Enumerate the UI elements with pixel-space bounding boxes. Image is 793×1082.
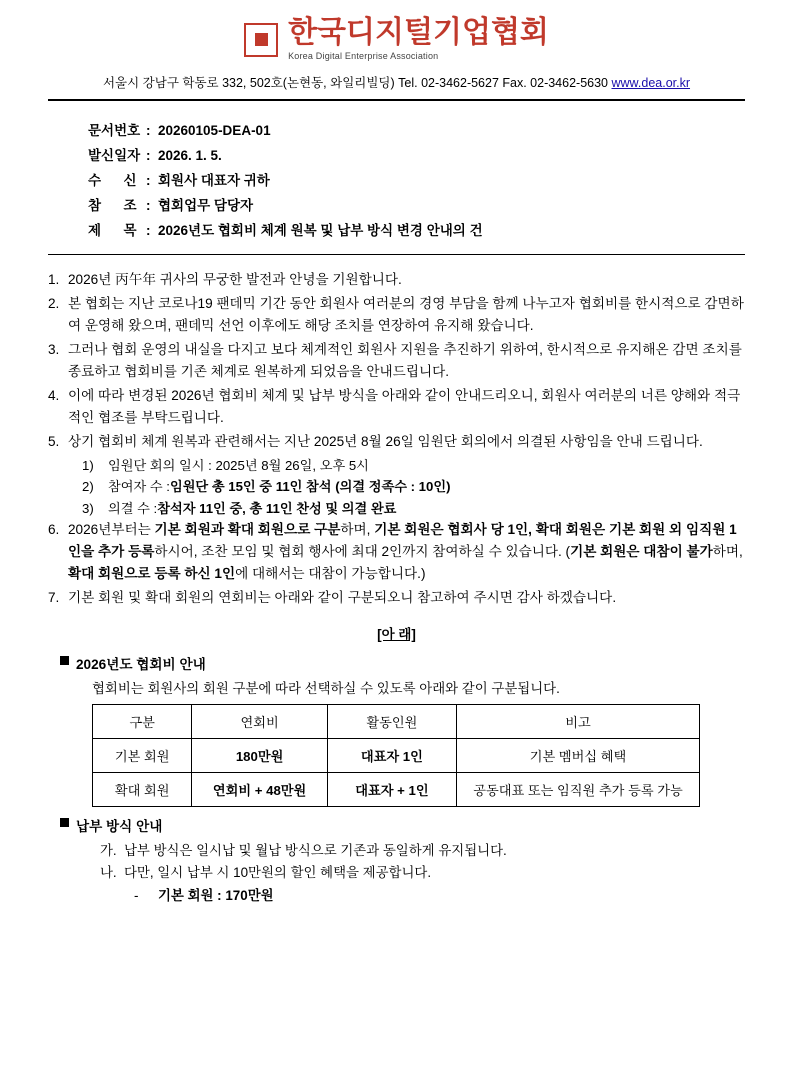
date-value: 2026. 1. 5. — [158, 147, 222, 163]
payment-line-mark: - — [134, 887, 139, 903]
date-label: 발신일자 — [88, 147, 141, 163]
payment-line-mark: 가. — [100, 843, 117, 859]
body-sub-item-number: 1) — [82, 457, 94, 473]
logo-english-name: Korea Digital Enterprise Association — [288, 51, 439, 61]
letterhead — [48, 0, 745, 101]
body-sub-item — [82, 476, 745, 497]
body-item-number: 5. — [48, 433, 60, 449]
payment-section-heading — [48, 815, 745, 835]
body-sub-item — [82, 455, 745, 476]
fee-section-heading — [48, 653, 745, 673]
item6-seg8: 확대 회원으로 등록 하신 1인 — [68, 566, 236, 582]
body-item-number: 1. — [48, 271, 60, 287]
table-cell-fee: 180만원 — [192, 739, 327, 773]
item6-seg9: 에 대해서는 대참이 가능합니다.) — [235, 566, 426, 582]
body-item — [48, 385, 745, 429]
body-sub-item-text: 참여자 수 : — [108, 479, 170, 495]
table-row — [93, 773, 700, 807]
payment-line — [48, 862, 745, 884]
body-item-text: 상기 협회비 체계 원복과 관련해서는 지난 2025년 8월 26일 임원단 회의에서 의결된 사항임을 안내 드립니다. — [68, 433, 703, 449]
payment-line-text: 다만, 일시 납부 시 10만원의 할인 혜택을 제공합니다. — [124, 865, 432, 881]
table-header-cell: 구분 — [93, 705, 192, 739]
table-header-row — [93, 705, 700, 739]
item6-seg2: 기본 회원과 확대 회원으로 구분 — [154, 522, 341, 538]
payment-section-heading-text: 납부 방식 안내 — [76, 819, 163, 835]
table-cell-members: 대표자 + 1인 — [327, 773, 456, 807]
table-cell-category: 확대 회원 — [93, 773, 192, 807]
meta-row-subject — [88, 219, 745, 244]
document-body — [48, 269, 745, 609]
body-sub-item-emphasis: 참석자 11인 중, 총 11인 찬성 및 의결 완료 — [157, 500, 397, 516]
body-item-number: 7. — [48, 590, 60, 606]
fee-section-description: 협회비는 회원사의 회원 구분에 따라 선택하실 수 있도록 아래와 같이 구분됩니다. — [92, 681, 560, 697]
payment-line-text: 기본 회원 : 170만원 — [158, 887, 274, 903]
recipient-value: 회원사 대표자 귀하 — [158, 172, 270, 188]
subject-value: 2026년도 협회비 체계 원복 및 납부 방식 변경 안내의 건 — [158, 222, 483, 238]
doc-no-label: 문서번호 — [88, 123, 141, 138]
table-cell-members: 대표자 1인 — [327, 739, 456, 773]
table-row — [93, 739, 700, 773]
table-header-cell: 연회비 — [192, 705, 327, 739]
cc-colon: : — [146, 197, 151, 213]
table-cell-fee: 연회비 + 48만원 — [192, 773, 327, 807]
body-sub-item-number: 3) — [82, 500, 94, 516]
body-item-text: 2026년 丙午年 귀사의 무궁한 발전과 안녕을 기원합니다. — [68, 271, 402, 287]
date-colon: : — [146, 147, 151, 163]
item6-seg3: 하며, — [340, 522, 375, 538]
fee-section-heading-text: 2026년도 협회비 안내 — [76, 657, 206, 673]
body-item — [48, 269, 745, 291]
payment-line — [48, 840, 745, 862]
body-item — [48, 293, 745, 337]
table-cell-category: 기본 회원 — [93, 739, 192, 773]
body-item-number: 4. — [48, 387, 60, 403]
body-item-text: 본 협회는 지난 코로나19 팬데믹 기간 동안 회원사 여러분의 경영 부담을 함께 나누고자 협회비를 한시적으로 감면하여 운영해 왔으며, 팬데믹 선언 이후에도 해당 조치를 연장하여 유지해 왔습니다. — [68, 295, 744, 333]
address-line — [48, 73, 745, 91]
table-header-cell: 비고 — [457, 705, 700, 739]
subject-label: 제 목 — [88, 222, 137, 238]
doc-no-value: 20260105-DEA-01 — [158, 123, 271, 138]
header-rule-bottom — [48, 254, 745, 255]
subject-colon: : — [146, 222, 151, 238]
item6-seg4: 기본 회원은 협회사 당 1인, 확대 회원은 기본 회원 외 임직원 1인을 추가 등록 — [68, 522, 737, 560]
cc-label: 참 조 — [88, 197, 137, 213]
cc-value: 협회업무 담당자 — [158, 197, 254, 213]
square-bullet-icon — [60, 656, 69, 665]
meta-row-cc — [88, 194, 745, 219]
table-cell-note: 기본 멤버십 혜택 — [457, 739, 700, 773]
body-sub-item-number: 2) — [82, 479, 94, 495]
table-cell-note: 공동대표 또는 임직원 추가 등록 가능 — [457, 773, 700, 807]
body-item-7 — [48, 587, 745, 609]
logo-text — [288, 18, 549, 61]
arae-heading: [아 래] — [377, 627, 416, 643]
table-header-cell: 활동인원 — [327, 705, 456, 739]
header-rule-top — [48, 99, 745, 101]
document-meta — [48, 119, 745, 244]
website-link[interactable]: www.dea.or.kr — [611, 76, 691, 90]
body-item-number: 2. — [48, 295, 60, 311]
doc-no-colon: : — [146, 123, 151, 138]
body-item-text: 이에 따라 변경된 2026년 협회비 체계 및 납부 방식을 아래와 같이 안내드리오니, 회원사 여러분의 너른 양해와 적극적인 협조를 부탁드립니다. — [68, 387, 741, 425]
payment-line-text: 납부 방식은 일시납 및 월납 방식으로 기존과 동일하게 유지됩니다. — [124, 843, 507, 859]
logo-korean-name: 한국디지털기업협회 — [288, 16, 549, 49]
body-item-number: 6. — [48, 522, 60, 538]
body-item-text: 기본 회원 및 확대 회원의 연회비는 아래와 같이 구분되오니 참고하여 주시면 감사 하겠습니다. — [68, 590, 617, 606]
body-item — [48, 431, 745, 453]
body-sub-item — [82, 498, 745, 519]
body-sub-item-text: 의결 수 : — [108, 500, 158, 516]
payment-line-mark: 나. — [100, 865, 117, 881]
payment-list — [48, 840, 745, 907]
body-item-number: 3. — [48, 341, 60, 357]
recipient-colon: : — [146, 172, 151, 188]
item6-seg5: 하시어, 조찬 모임 및 협회 행사에 최대 2인까지 참여하실 수 있습니다. ( — [154, 544, 571, 560]
item6-seg1: 2026년부터는 — [68, 522, 155, 538]
body-sub-item-text: 임원단 회의 일시 : 2025년 8월 26일, 오후 5시 — [108, 457, 369, 473]
body-item-text: 그러나 협회 운영의 내실을 다지고 보다 체계적인 회원사 지원을 추진하기 위하여, 한시적으로 유지해온 감면 조치를 종료하고 협회비를 기존 체계로 원복하게 되었음을 안내드립니다. — [68, 341, 742, 379]
body-sub-item-emphasis: 임원단 총 15인 중 11인 참석 (의결 정족수 : 10인) — [169, 479, 451, 495]
meta-row-recipient — [88, 169, 745, 194]
recipient-label: 수 신 — [88, 172, 137, 188]
meta-row-doc-no — [88, 119, 745, 144]
item6-seg7: 하며, — [712, 544, 743, 560]
logo-mark-icon — [244, 23, 278, 57]
association-logo — [48, 18, 745, 61]
square-bullet-icon — [60, 818, 69, 827]
address-text: 서울시 강남구 학동로 332, 502호(논현동, 와일리빌딩) Tel. 02-3462-5627 Fax. 02-3462-5630 — [102, 76, 609, 90]
body-item-6 — [48, 519, 745, 585]
fee-table — [92, 704, 700, 807]
body-item-text — [68, 519, 745, 585]
meta-row-date — [88, 144, 745, 169]
item6-seg6: 기본 회원은 대참이 불가 — [570, 544, 713, 560]
payment-line — [48, 885, 745, 907]
body-item — [48, 339, 745, 383]
